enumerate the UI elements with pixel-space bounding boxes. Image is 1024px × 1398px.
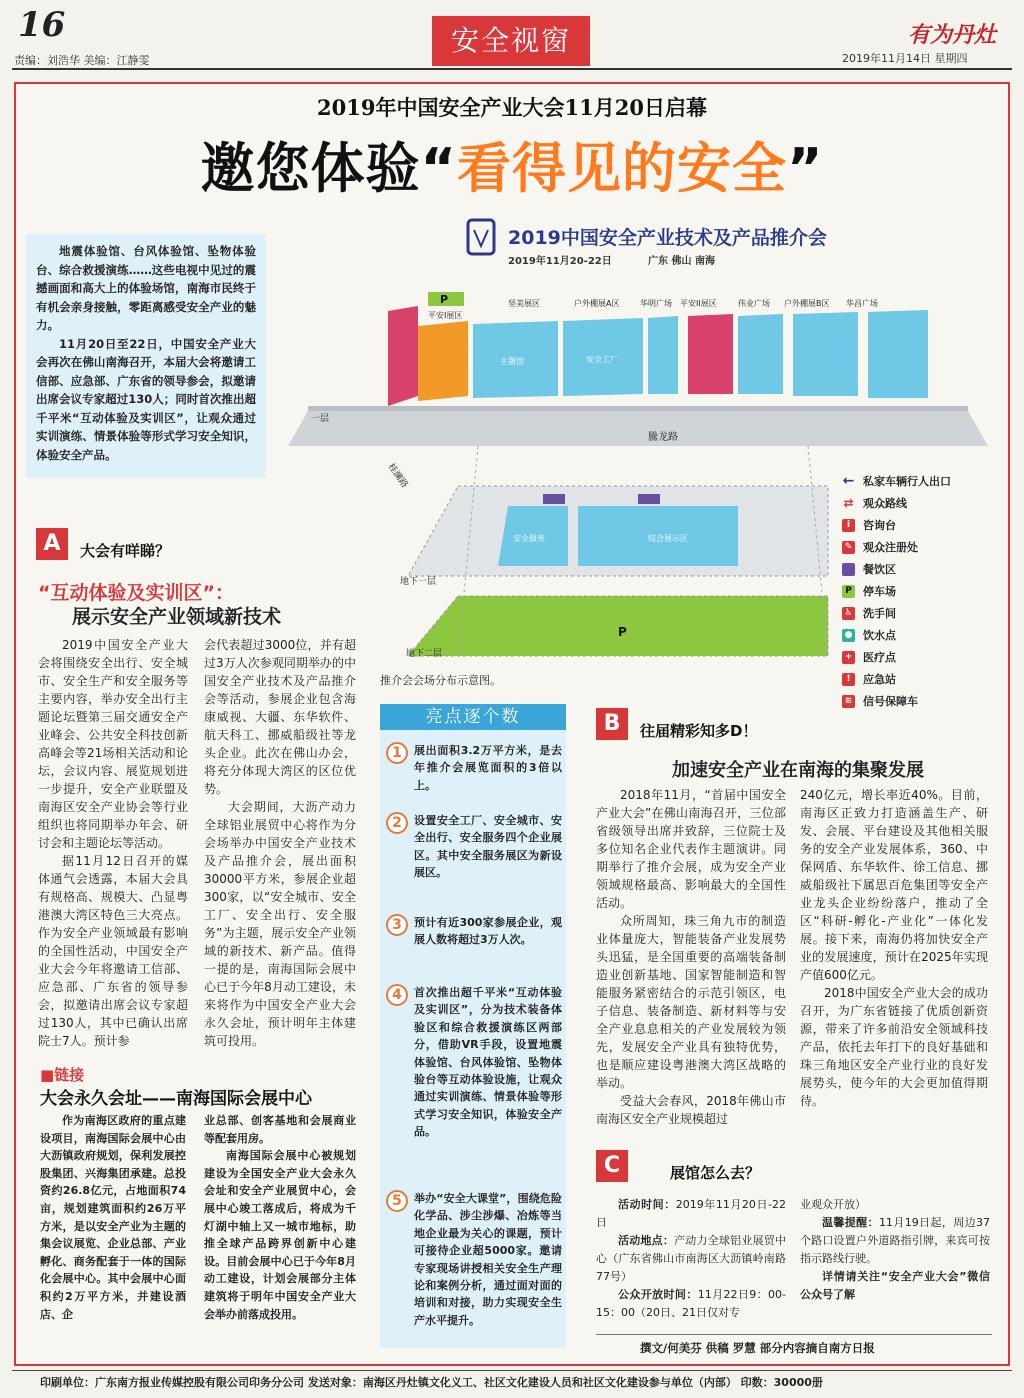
number-badge: 3 bbox=[386, 914, 408, 936]
footer-rule bbox=[12, 1370, 1012, 1371]
legend-label: 洗手间 bbox=[863, 607, 896, 620]
legend-item bbox=[842, 580, 992, 602]
highlight-text: 展出面积3.2万平方米，是去年推介会展览面积的3倍以上。 bbox=[414, 744, 562, 792]
legend-item bbox=[842, 624, 992, 646]
byline-rule bbox=[596, 1334, 992, 1335]
headline-highlight: 看得见的安全 bbox=[457, 137, 787, 200]
byline: 撰文/何美芬 供稿 罗慧 部分内容摘自南方日报 bbox=[640, 1341, 875, 1355]
lead-paragraph: 地震体验馆、台风体验馆、坠物体验台、综合救援演练……这些电视中见过的震撼画面和高大上的体验场馆，南海市民终于有机会亲身接触，零距离感受安全产业的魅力。 bbox=[36, 244, 256, 332]
floor-label: 地下二层 bbox=[406, 649, 443, 659]
dining-icon bbox=[842, 563, 855, 576]
link-tag: ■链接 bbox=[40, 1066, 85, 1084]
zone-label: 坚美展区 bbox=[508, 299, 540, 308]
registration-icon: ✎ bbox=[842, 541, 855, 554]
legend-label: 饮水点 bbox=[863, 629, 896, 642]
section-a-badge: A bbox=[36, 528, 68, 560]
zone-label: 安全服务 bbox=[513, 534, 545, 543]
number-badge: 1 bbox=[386, 742, 408, 764]
legend-item bbox=[842, 514, 992, 536]
event-open-time: 公众开放时间：11月22日9：00-15：00（20日、21日仅对专 bbox=[596, 1288, 786, 1319]
section-tag: 安全视窗 bbox=[432, 16, 590, 66]
basement-1 bbox=[408, 486, 828, 576]
first-floor-halls bbox=[388, 292, 928, 406]
signal-icon: ≋ bbox=[842, 695, 855, 708]
highlight-item bbox=[386, 812, 562, 882]
editors-line: 责编：刘浩华 美编：江静雯 bbox=[14, 54, 150, 67]
legend-item bbox=[842, 558, 992, 580]
legend-item bbox=[842, 536, 992, 558]
legend-item bbox=[842, 668, 992, 690]
highlight-text: 设置安全工厂、安全城市、安全出行、安全服务四个企业展区。其中安全服务展区为新设展区。 bbox=[414, 814, 562, 880]
event-place: 活动地点：产动力全球铝业展贸中心（广东省佛山市南海区大沥镇岭南路77号） bbox=[596, 1234, 787, 1283]
body-paragraph: 南海国际会展中心被规划建设为全国安全产业大会永久会址和安全产业展贸中心，会展中心竣工落成后，将成为千灯湖中轴上又一城市地标，助推全球产品跨界创新中心建设。目前会展中心已于今年8月动工建设，计划会展部分主体建筑将于明年中国安全产业大会举办前落成投用。 bbox=[204, 1149, 356, 1321]
event-logo bbox=[468, 220, 494, 254]
number-badge: 2 bbox=[386, 812, 408, 834]
highlight-text: 首次推出超千平米“互动体验及实训区”，分为技术装备体验区和综合救援演练区两部分，借助VR手段，设置地震体验馆、台风体验馆、坠物体验台等互动体验设施，让观众通过实训演练、情景体验等形式学习安全知识，体验安全产品。 bbox=[414, 986, 562, 1139]
zone-label: 平安I展区 bbox=[428, 311, 463, 320]
event-tip: 温馨提醒：11月19日起，周边37个路口设置户外道路指引牌，来宾可按指示路线行驶。 bbox=[800, 1216, 991, 1265]
event-time: 活动时间：2019年11月20日-22日 bbox=[596, 1198, 786, 1229]
body-paragraph: 2019中国安全产业大会将围绕安全出行、安全城市、安全生产和安全服务等主要内容，举办安全出行主题论坛暨第三届交通安全产业峰会、公共安全科技创新高峰会等21场相关活动和论坛，会议内容、展览规划进一步提升，安全产业联盟及南海区安全产业协会等行业组织也将同期举办年会、研讨会和主题论坛等活动。 bbox=[38, 638, 188, 850]
headline-part-3: ” bbox=[787, 137, 824, 200]
zone-label: 主题馆 bbox=[500, 357, 524, 366]
legend-label: 应急站 bbox=[863, 673, 896, 686]
body-paragraph: 2018中国安全产业大会的成功召开，为广东省链接了优质创新资源，带来了许多前沿安全领域科技产品，依托去年打下的良好基础和珠三角地区安全产业行业的良好发展势头，使今年的大会更加值得期待。 bbox=[800, 986, 988, 1108]
legend-label: 信号保障车 bbox=[863, 695, 918, 708]
zone-label: 户外棚展B区 bbox=[784, 299, 830, 308]
article-headline bbox=[0, 126, 1024, 203]
headline-part-1: 邀您体验“ bbox=[200, 137, 457, 200]
legend-item bbox=[842, 690, 992, 712]
body-paragraph: 业观众开放） bbox=[800, 1198, 866, 1211]
number-badge: 4 bbox=[386, 984, 408, 1006]
highlight-text: 举办“安全大课堂”，围绕危险化学品、涉尘涉爆、冶炼等当地企业最为关心的课题，预计可接待企业超5000家。邀请专家现场讲授相关安全生产理论和案例分析，通过面对面的培训和对接，助力实现安全生产水平提升。 bbox=[414, 1192, 562, 1327]
map-event-title: 2019中国安全产业技术及产品推介会 bbox=[508, 227, 827, 249]
svg-text:P: P bbox=[440, 293, 449, 306]
legend-item bbox=[842, 492, 992, 514]
follow-note: 详情请关注“安全产业大会”微信公众号了解 bbox=[800, 1270, 990, 1301]
paper-name-logo: 有为丹灶 bbox=[908, 22, 997, 48]
body-paragraph: 据11月12日召开的媒体通气会透露，本届大会具有规格高、规模大、凸显粤港澳大湾区特色三大亮点。作为安全产业领域最有影响的全国性活动，中国安全产业大会今年将邀请工信部、应急部、广东省的领导参会，拟邀请出席会议专家超过130人，其中已确认出席院士7人。预计参 bbox=[38, 854, 188, 1048]
legend-label: 观众路线 bbox=[863, 497, 907, 510]
map-legend bbox=[842, 470, 992, 712]
ground-road bbox=[288, 411, 988, 446]
section-a-subtitle-2: 展示安全产业领域新技术 bbox=[72, 606, 282, 628]
zone-label: 户外棚展A区 bbox=[574, 299, 620, 308]
body-paragraph: 作为南海区政府的重点建设项目，南海国际会展中心由大沥镇政府规划，保利发展控股集团、兴海集团承建。总投资约26.8亿元，占地面积74亩，规划建筑面积约26万平方米，是以安全产业为主题的集会议展览、企业总部、产业孵化、商务配套于一体的国际化会展中心。其中会展中心面积约2万平方米，并建设酒店、企 bbox=[40, 1114, 186, 1321]
zone-label: 平安II展区 bbox=[680, 299, 717, 308]
legend-label: 咨询台 bbox=[863, 519, 896, 532]
zone-label: 华昌广场 bbox=[846, 299, 878, 308]
medical-icon: + bbox=[842, 651, 855, 664]
section-b-headline: 加速安全产业在南海的集聚发展 bbox=[672, 760, 924, 781]
legend-label: 停车场 bbox=[863, 585, 896, 598]
toilet-icon: ♿ bbox=[842, 607, 855, 620]
parking-icon: P bbox=[842, 585, 855, 598]
section-a-column-1 bbox=[38, 636, 188, 1050]
floor-label: 一层 bbox=[311, 414, 330, 424]
road-label: 桂澜路 bbox=[385, 461, 410, 490]
highlight-item bbox=[386, 984, 562, 1141]
highlight-item bbox=[386, 1190, 562, 1329]
floor-label: 地下一层 bbox=[400, 577, 437, 587]
lead-box bbox=[26, 234, 266, 478]
highlight-item bbox=[386, 742, 562, 794]
double-arrow-icon: ⇄ bbox=[843, 496, 854, 510]
legend-item bbox=[842, 470, 992, 492]
link-column-2 bbox=[204, 1112, 356, 1323]
body-paragraph: 240亿元，增长率近40%。目前，南海区正致力打造涵盖生产、研发、会展、平台建设及其他相关服务的安全产业发展体系，360、中保网盾、东华软件、徐工信息、挪威船级社下属思百危集团等安全产业龙头企业纷纷落户，推动了全区“科研-孵化-产业化”一体化发展。接下来，南海仍将加快安全产业的发展速度，预计在2025年实现产值600亿元。 bbox=[800, 788, 988, 982]
legend-item bbox=[842, 602, 992, 624]
date-line: 2019年11月14日 星期四 bbox=[842, 52, 968, 65]
body-paragraph: 受益大会春风，2018年佛山市南海区安全产业规模超过 bbox=[596, 1094, 786, 1126]
section-b-badge: B bbox=[596, 708, 628, 740]
section-c-column-1 bbox=[596, 1196, 786, 1322]
section-c-badge: C bbox=[596, 1150, 628, 1182]
print-footer: 印刷单位：广东南方报业传媒控股有限公司印务分公司 发送对象：南海区丹灶镇文化义工、社区文化建设人员和社区文化建设参与单位（内部） 印数：30000册 bbox=[40, 1376, 823, 1389]
section-a-subtitle: “互动体验及实训区”： bbox=[38, 582, 234, 604]
legend-label: 私家车辆行人出口 bbox=[863, 475, 951, 488]
highlights-title: 亮点逐个数 bbox=[380, 704, 566, 730]
map-caption: 推介会会场分布示意图。 bbox=[380, 674, 501, 687]
number-badge: 5 bbox=[386, 1190, 408, 1212]
zone-label: 伟业广场 bbox=[738, 299, 770, 308]
map-event-date: 2019年11月20-22日 bbox=[508, 256, 612, 267]
highlight-text: 预计有近300家参展企业，观展人数将超过3万人次。 bbox=[414, 916, 562, 947]
water-icon: ● bbox=[842, 629, 855, 642]
section-b-title: 往届精彩知多D！ bbox=[640, 722, 758, 740]
arrow-left-icon: ← bbox=[842, 473, 855, 489]
parking-label: P bbox=[618, 625, 627, 639]
zone-label: 华明广场 bbox=[640, 299, 672, 308]
article-subhead: 2019年中国安全产业大会11月20日启幕 bbox=[317, 95, 707, 120]
body-paragraph: 众所周知，珠三角九市的制造业体量庞大，智能装备产业发展势头迅猛，是全国重要的高端装备制造业创新基地、国家智能制造和智能服务紧密结合的示范引领区，电子信息、装备制造、新材料等与安全产业息息相关的产业发展较为领先，发展安全产业具有独特优势，也是顺应建设粤港澳大湾区战略的举动。 bbox=[596, 914, 786, 1090]
section-c-title: 展馆怎么去？ bbox=[670, 1164, 761, 1182]
body-paragraph: 业总部、创客基地和会展商业等配套用房。 bbox=[204, 1114, 356, 1145]
page-number: 16 bbox=[18, 5, 66, 45]
info-desk-icon: i bbox=[842, 519, 855, 532]
section-a-column-2 bbox=[204, 636, 356, 1050]
link-column-1 bbox=[40, 1112, 186, 1323]
lead-paragraph: 11月20日至22日，中国安全产业大会再次在佛山南海召开，本届大会将邀请工信部、应急部、广东省的领导参会，拟邀请出席会议专家超过130人；同时首次推出超千平米“互动体验及实训区”，让观众通过实训演练、情景体验等形式学习安全知识，体验安全产品。 bbox=[36, 336, 256, 462]
legend-label: 观众注册处 bbox=[863, 541, 918, 554]
zone-label: 综合展示区 bbox=[648, 534, 688, 543]
body-paragraph: 会代表超过3000位，并有超过3万人次参观同期举办的中国安全产业技术及产品推介会等活动，参展企业包含海康威视、大疆、东华软件、航天科工、挪威船级社等龙头企业。此次在佛山办会，将充分体现大湾区的区位优势。 bbox=[204, 638, 356, 796]
section-b-column-2 bbox=[800, 786, 988, 1110]
zone-label: 安全工厂 bbox=[586, 355, 618, 364]
legend-item bbox=[842, 646, 992, 668]
road-label: 騰龙路 bbox=[648, 432, 678, 443]
link-title: 大会永久会址——南海国际会展中心 bbox=[40, 1089, 312, 1109]
body-paragraph: 2018年11月，“首届中国安全产业大会”在佛山南海召开，三位部省级领导出席并致辞，三位院士及多位知名企业代表作主题演讲。同期举行了推介会展，成为安全产业领域规格最高、影响最大的全国性活动。 bbox=[596, 788, 786, 910]
map-event-place: 广东 佛山 南海 bbox=[648, 256, 715, 267]
section-a-title: 大会有咩睇？ bbox=[80, 542, 171, 560]
section-c-column-2 bbox=[800, 1196, 990, 1304]
highlight-item bbox=[386, 914, 562, 949]
section-b-column-1 bbox=[596, 786, 786, 1128]
header-rule bbox=[12, 68, 1012, 70]
legend-label: 医疗点 bbox=[863, 651, 896, 664]
emergency-icon: ! bbox=[842, 673, 855, 686]
legend-label: 餐饮区 bbox=[863, 563, 896, 576]
body-paragraph: 大会期间，大沥产动力全球铝业展贸中心将作为分会场举办中国安全产业技术及产品推介会，展出面积30000平方米，参展企业超300家，以“安全城市、安全工厂、安全出行、安全服务”为主题，展示安全产业领域的新技术、新产品。值得一提的是，南海国际会展中心已于今年8月动工建设，未来将作为中国安全产业大会永久会址，预计明年主体建筑可投用。 bbox=[204, 800, 356, 1048]
